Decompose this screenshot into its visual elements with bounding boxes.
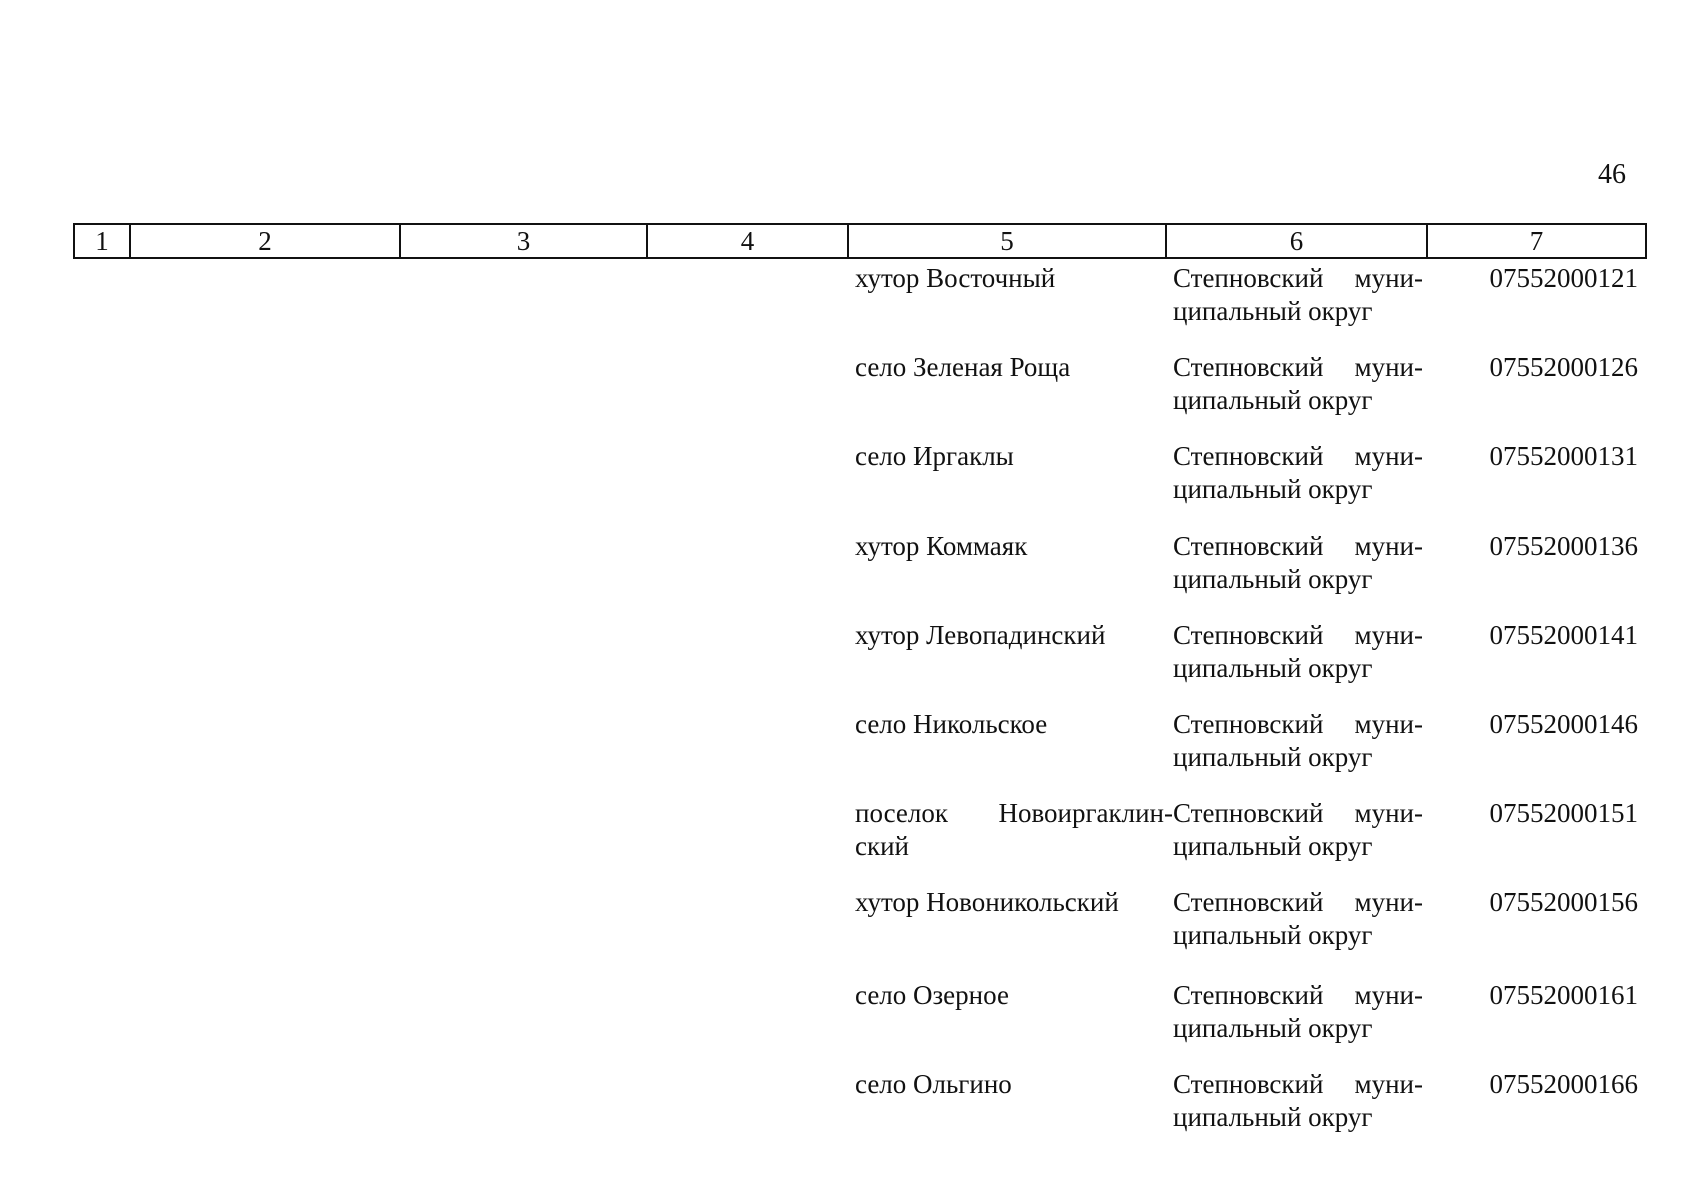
table-row xyxy=(0,351,1694,437)
table-row xyxy=(0,886,1694,972)
oktmo-code: 07552000146 xyxy=(1489,709,1638,739)
column-header-6: 6 xyxy=(1166,224,1427,258)
table-row xyxy=(0,797,1694,883)
settlement-name: село Иргаклы xyxy=(855,441,1014,471)
municipal-district xyxy=(1173,708,1423,774)
settlement-name: село Зеленая Роща xyxy=(855,352,1071,382)
settlement-name: хутор Восточный xyxy=(855,263,1056,293)
district-line-2: ципальный округ xyxy=(1173,653,1373,683)
column-header-7: 7 xyxy=(1427,224,1646,258)
district-line-2: ципальный округ xyxy=(1173,385,1373,415)
settlement-name: хутор Коммаяк xyxy=(855,531,1028,561)
district-line-1: Степновский муни- xyxy=(1173,887,1423,917)
district-line-2: ципальный округ xyxy=(1173,1102,1373,1132)
column-header-1: 1 xyxy=(74,224,130,258)
district-line-1: Степновский муни- xyxy=(1173,441,1423,471)
district-line-1: Степновский муни- xyxy=(1173,798,1423,828)
oktmo-code: 07552000151 xyxy=(1489,798,1638,828)
oktmo-code: 07552000121 xyxy=(1489,263,1638,293)
column-header-2: 2 xyxy=(130,224,400,258)
column-header-3: 3 xyxy=(400,224,647,258)
district-line-2: ципальный округ xyxy=(1173,742,1373,772)
district-line-1: Степновский муни- xyxy=(1173,352,1423,382)
oktmo-code: 07552000156 xyxy=(1489,887,1638,917)
settlement-name: село Ольгино xyxy=(855,1069,1012,1099)
table-row xyxy=(0,530,1694,616)
municipal-district xyxy=(1173,797,1423,863)
municipal-district xyxy=(1173,530,1423,596)
settlement-name: село Никольское xyxy=(855,709,1048,739)
table-row xyxy=(0,708,1694,794)
municipal-district xyxy=(1173,619,1423,685)
municipal-district xyxy=(1173,886,1423,952)
settlement-name: хутор Новоникольский xyxy=(855,887,1119,917)
page-number: 46 xyxy=(1598,159,1626,190)
district-line-1: Степновский муни- xyxy=(1173,709,1423,739)
municipal-district xyxy=(1173,351,1423,417)
district-line-2: ципальный округ xyxy=(1173,564,1373,594)
table-row xyxy=(0,262,1694,348)
settlement-name: поселок Новоиргаклин-ский xyxy=(855,798,1173,861)
district-line-2: ципальный округ xyxy=(1173,1013,1373,1043)
oktmo-code: 07552000161 xyxy=(1489,980,1638,1010)
municipal-district xyxy=(1173,440,1423,506)
oktmo-code: 07552000166 xyxy=(1489,1069,1638,1099)
municipal-district xyxy=(1173,262,1423,328)
table-row xyxy=(0,619,1694,705)
district-line-2: ципальный округ xyxy=(1173,920,1373,950)
header-row xyxy=(74,224,1646,258)
district-line-2: ципальный округ xyxy=(1173,474,1373,504)
district-line-1: Степновский муни- xyxy=(1173,620,1423,650)
settlement-name: село Озерное xyxy=(855,980,1009,1010)
district-line-2: ципальный округ xyxy=(1173,831,1373,861)
column-number-header xyxy=(73,223,1647,259)
oktmo-code: 07552000136 xyxy=(1489,531,1638,561)
column-header-5: 5 xyxy=(848,224,1166,258)
district-line-2: ципальный округ xyxy=(1173,296,1373,326)
table-row xyxy=(0,440,1694,526)
settlement-name: хутор Левопадинский xyxy=(855,620,1106,650)
oktmo-code: 07552000131 xyxy=(1489,441,1638,471)
oktmo-code: 07552000126 xyxy=(1489,352,1638,382)
municipal-district xyxy=(1173,1068,1423,1134)
district-line-1: Степновский муни- xyxy=(1173,980,1423,1010)
oktmo-code: 07552000141 xyxy=(1489,620,1638,650)
table-row xyxy=(0,1068,1694,1154)
district-line-1: Степновский муни- xyxy=(1173,1069,1423,1099)
column-header-4: 4 xyxy=(647,224,848,258)
district-line-1: Степновский муни- xyxy=(1173,531,1423,561)
municipal-district xyxy=(1173,979,1423,1045)
district-line-1: Степновский муни- xyxy=(1173,263,1423,293)
table-row xyxy=(0,979,1694,1065)
